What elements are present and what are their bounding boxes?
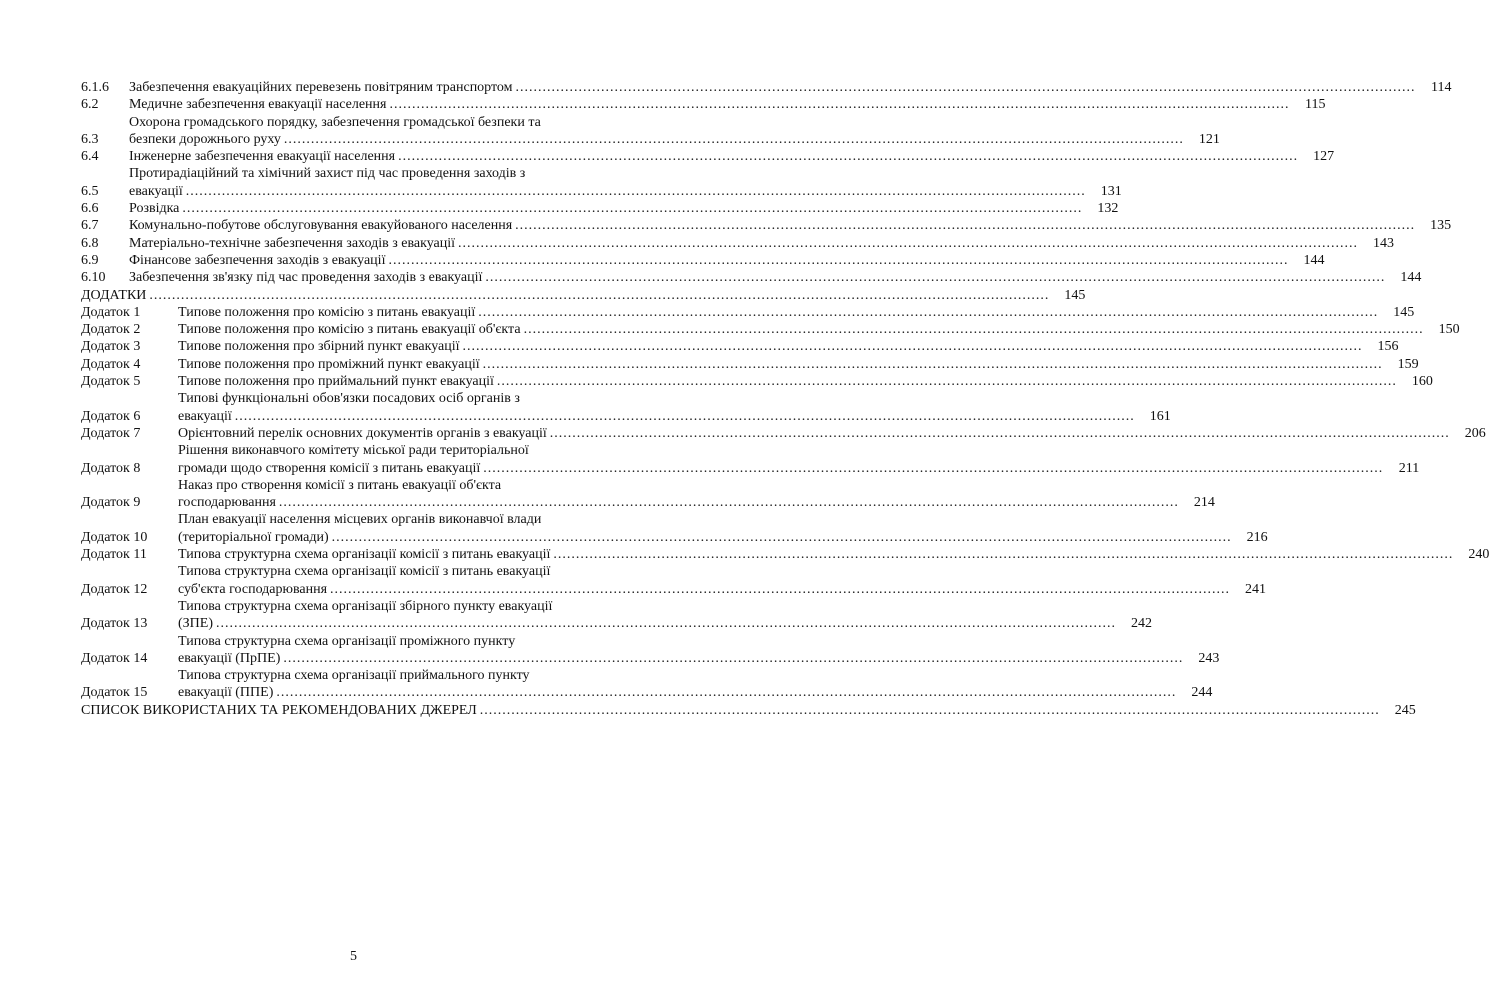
toc-entry-number: Додаток 6 (81, 408, 141, 424)
toc-entry[interactable] (81, 563, 1267, 598)
toc-entry[interactable] (81, 633, 1220, 668)
dot-leader: ........................................................................................................................................................................................................ (483, 460, 1384, 476)
dot-leader: ........................................................................................................................................................................................................ (515, 218, 1416, 234)
toc-entry[interactable] (81, 546, 1489, 563)
dot-leader: ........................................................................................................................................................................................................ (553, 547, 1454, 563)
toc-entry-title-line: евакуації (ППЕ) (178, 685, 274, 701)
toc-entry-title-line: Типове положення про збірний пункт евакуації (178, 339, 460, 355)
toc-entry-title (129, 235, 1358, 252)
toc-entry-number: 6.2 (81, 97, 99, 113)
toc-entry-title-line: Комунально-побутове обслуговування евакуйованого населення (129, 218, 513, 234)
toc-entry-title (81, 287, 1049, 304)
dot-leader: ........................................................................................................................................................................................................ (278, 495, 1179, 511)
toc-entry-title-line: Забезпечення зв'язку під час проведення заходів з евакуації (129, 270, 483, 286)
dot-leader: ........................................................................................................................................................................................................ (330, 581, 1231, 597)
toc-entry-title-line: Матеріально-технічне забезпечення заходів з евакуації (129, 235, 456, 251)
toc-entry-page: 159 (1397, 356, 1419, 372)
toc-entry-title (178, 633, 1183, 668)
toc-entry-page: 143 (1373, 235, 1395, 251)
toc-entry-number: Додаток 9 (81, 495, 141, 511)
dot-leader: ........................................................................................................................................................................................................ (185, 183, 1086, 199)
dot-leader: ........................................................................................................................................................................................................ (482, 356, 1383, 372)
toc-entry-number: 6.4 (81, 149, 99, 165)
toc-entry-page: 206 (1464, 425, 1486, 441)
dot-leader: ........................................................................................................................................................................................................ (458, 235, 1359, 251)
toc-entry[interactable] (81, 217, 1452, 234)
toc-entry-page: 242 (1131, 616, 1152, 632)
toc-entry-page: 115 (1305, 97, 1326, 113)
toc-entry-number: Додаток 2 (81, 322, 141, 338)
toc-entry-title-line: Орієнтовний перелік основних документів органів з евакуації (178, 425, 547, 441)
toc-entry-title (178, 511, 1232, 546)
toc-entry-title (129, 200, 1082, 217)
toc-entry-title (129, 79, 1416, 96)
dot-leader: ........................................................................................................................................................................................................ (234, 408, 1135, 424)
toc-entry-number: Додаток 4 (81, 356, 141, 372)
toc-entry-title-line: План евакуації населення місцевих органів виконавчої влади (178, 512, 542, 528)
toc-entry[interactable] (81, 200, 1119, 217)
toc-entry-page: 243 (1198, 650, 1220, 666)
dot-leader: ........................................................................................................................................................................................................ (549, 425, 1450, 441)
toc-entry-title-line: Рішення виконавчого комітету міської ради територіальної (178, 443, 529, 459)
table-of-contents (81, 79, 1489, 719)
toc-entry-page: 145 (1064, 287, 1086, 303)
dot-leader: ........................................................................................................................................................................................................ (283, 131, 1184, 147)
toc-entry-title (129, 269, 1385, 286)
toc-entry-page: 127 (1313, 149, 1335, 165)
toc-entry-number: Додаток 5 (81, 374, 141, 390)
toc-entry-page: 241 (1245, 581, 1267, 597)
toc-entry-page: 214 (1193, 495, 1215, 511)
toc-entry-page: 211 (1398, 460, 1420, 476)
toc-entry-title-line: Розвідка (129, 201, 180, 217)
toc-entry-title-line: Типове положення про комісію з питань евакуації об'єкта (178, 322, 521, 338)
toc-entry-page: 150 (1438, 322, 1460, 338)
toc-entry-title (178, 321, 1424, 338)
dot-leader: ........................................................................................................................................................................................................ (523, 322, 1424, 338)
dot-leader: ........................................................................................................................................................................................................ (283, 650, 1184, 666)
toc-entry-title (178, 667, 1176, 702)
toc-entry-number: Додаток 1 (81, 304, 141, 320)
dot-leader: ........................................................................................................................................................................................................ (149, 287, 1050, 303)
toc-entry-number: Додаток 8 (81, 460, 141, 476)
toc-entry-number: 6.8 (81, 235, 99, 251)
toc-entry[interactable] (81, 356, 1419, 373)
toc-entry[interactable] (81, 702, 1416, 719)
toc-entry-title (178, 373, 1397, 390)
toc-entry[interactable] (81, 598, 1152, 633)
toc-entry[interactable] (81, 425, 1486, 442)
toc-entry-title-line: Типова структурна схема організації комісії з питань евакуації (178, 547, 551, 563)
toc-entry-page: 114 (1431, 80, 1452, 95)
toc-entry-title (178, 338, 1363, 355)
toc-entry-title (178, 304, 1378, 321)
toc-entry-title (129, 217, 1415, 234)
toc-entry-page: 160 (1411, 374, 1433, 390)
toc-entry-title-line: Протирадіаційний та хімічний захист під час проведення заходів з (129, 166, 526, 182)
dot-leader: ........................................................................................................................................................................................................ (485, 270, 1386, 286)
dot-leader: ........................................................................................................................................................................................................ (276, 685, 1177, 701)
toc-entry-title-line: евакуації (178, 408, 232, 424)
page-number: 5 (350, 949, 357, 964)
toc-entry-title-line: Типові функціональні обов'язки посадових осіб органів з (178, 391, 520, 407)
toc-entry-title-line: Інженерне забезпечення евакуації населення (129, 149, 396, 165)
toc-entry-title (178, 598, 1116, 633)
toc-entry-title-line: Наказ про створення комісії з питань евакуації об'єкта (178, 477, 502, 493)
toc-entry[interactable] (81, 79, 1452, 96)
toc-entry-title-line: суб'єкта господарювання (178, 581, 328, 597)
toc-entry-number: 6.7 (81, 218, 99, 234)
toc-entry-page: 216 (1246, 529, 1268, 545)
toc-entry-title-line: Забезпечення евакуаційних перевезень повітряним транспортом (129, 80, 513, 95)
toc-entry[interactable] (81, 667, 1213, 702)
toc-entry-title (129, 148, 1298, 165)
toc-entry[interactable] (81, 235, 1395, 252)
toc-entry-title-line: Типове положення про комісію з питань евакуації (178, 304, 476, 320)
toc-entry[interactable] (81, 114, 1220, 149)
toc-entry-title (178, 546, 1453, 563)
toc-entry-number: Додаток 14 (81, 650, 148, 666)
toc-entry-title (178, 356, 1383, 373)
toc-entry[interactable] (81, 304, 1415, 321)
toc-entry[interactable] (81, 373, 1433, 390)
toc-entry-number: Додаток 12 (81, 581, 148, 597)
toc-entry-title-line: Типова структурна схема організації комісії з питань евакуації (178, 564, 551, 580)
toc-entry[interactable] (81, 442, 1420, 477)
dot-leader: ........................................................................................................................................................................................................ (182, 201, 1083, 217)
toc-entry-page: 131 (1100, 183, 1122, 199)
toc-entry-number: 6.10 (81, 270, 106, 286)
toc-entry-page: 144 (1303, 252, 1325, 268)
toc-entry-title-line: господарювання (178, 495, 276, 511)
toc-entry-title (129, 165, 1086, 200)
toc-entry-number: Додаток 13 (81, 616, 148, 632)
toc-entry-title-line: Типова структурна схема організації проміжного пункту (178, 633, 516, 649)
toc-entry-title-line: безпеки дорожнього руху (129, 131, 281, 147)
toc-entry-page: 135 (1430, 218, 1452, 234)
toc-entry-title-line: Типова структурна схема організації збірного пункту евакуації (178, 598, 553, 614)
toc-entry-title-line: (територіальної громади) (178, 529, 329, 545)
dot-leader: ........................................................................................................................................................................................................ (331, 529, 1232, 545)
toc-entry-page: 240 (1468, 547, 1489, 563)
dot-leader: ........................................................................................................................................................................................................ (389, 97, 1290, 113)
toc-entry-number: Додаток 3 (81, 339, 141, 355)
toc-entry[interactable] (81, 165, 1122, 200)
toc-entry[interactable] (81, 390, 1171, 425)
toc-entry-title-line: громади щодо створення комісії з питань евакуації (178, 460, 481, 476)
toc-entry-title-line: Типова структурна схема організації приймального пункту (178, 668, 530, 684)
toc-entry-number: 6.5 (81, 183, 99, 199)
toc-entry-title (178, 563, 1230, 598)
dot-leader: ........................................................................................................................................................................................................ (515, 80, 1416, 95)
dot-leader: ........................................................................................................................................................................................................ (478, 304, 1379, 320)
toc-entry-title-line: Типове положення про проміжний пункт евакуації (178, 356, 480, 372)
toc-entry-number: Додаток 11 (81, 547, 147, 563)
toc-entry-title-line: Типове положення про приймальний пункт евакуації (178, 374, 494, 390)
toc-entry-number: 6.1.6 (81, 80, 109, 95)
toc-entry-page: 132 (1097, 201, 1119, 217)
toc-entry[interactable] (81, 269, 1422, 286)
dot-leader: ........................................................................................................................................................................................................ (216, 616, 1116, 632)
toc-entry-title (129, 114, 1184, 149)
toc-entry-title (81, 702, 1380, 719)
toc-entry-number: 6.6 (81, 201, 99, 217)
toc-entry-number: 6.3 (81, 131, 99, 147)
toc-entry-page: 156 (1377, 339, 1399, 355)
toc-entry-page: 121 (1198, 131, 1220, 147)
toc-entry[interactable] (81, 338, 1399, 355)
toc-entry-title-line: (ЗПЕ) (178, 616, 213, 632)
toc-entry-title-line: евакуації (129, 183, 183, 199)
toc-entry-page: 161 (1149, 408, 1171, 424)
toc-entry-number: 6.9 (81, 252, 99, 268)
toc-entry[interactable] (81, 252, 1325, 269)
toc-entry-title-line: Медичне забезпечення евакуації населення (129, 97, 387, 113)
toc-entry-title (178, 477, 1179, 512)
toc-entry-number: Додаток 7 (81, 425, 141, 441)
dot-leader: ........................................................................................................................................................................................................ (496, 374, 1397, 390)
toc-entry-title-line: евакуації (ПрПЕ) (178, 650, 281, 666)
toc-entry-title-line: Охорона громадського порядку, забезпечення громадської безпеки та (129, 114, 541, 130)
toc-entry-number: Додаток 10 (81, 529, 148, 545)
toc-entry[interactable] (81, 321, 1460, 338)
toc-entry[interactable] (81, 511, 1268, 546)
dot-leader: ........................................................................................................................................................................................................ (462, 339, 1363, 355)
toc-entry[interactable] (81, 96, 1326, 113)
toc-entry[interactable] (81, 148, 1335, 165)
dot-leader: ........................................................................................................................................................................................................ (479, 702, 1380, 718)
toc-entry-page: 144 (1400, 270, 1422, 286)
toc-entry[interactable] (81, 287, 1086, 304)
dot-leader: ........................................................................................................................................................................................................ (388, 252, 1289, 268)
toc-entry[interactable] (81, 477, 1215, 512)
dot-leader: ........................................................................................................................................................................................................ (398, 149, 1299, 165)
toc-entry-page: 245 (1394, 702, 1416, 718)
toc-entry-title-line: СПИСОК ВИКОРИСТАНИХ ТА РЕКОМЕНДОВАНИХ ДЖЕРЕЛ (81, 702, 477, 718)
toc-entry-page: 145 (1393, 304, 1415, 320)
toc-entry-page: 244 (1191, 685, 1213, 701)
toc-entry-title-line: ДОДАТКИ (81, 287, 147, 303)
toc-entry-title (178, 442, 1383, 477)
toc-entry-title (178, 390, 1135, 425)
toc-entry-title (178, 425, 1450, 442)
toc-entry-title (129, 96, 1289, 113)
toc-entry-title-line: Фінансове забезпечення заходів з евакуації (129, 252, 386, 268)
toc-entry-title (129, 252, 1288, 269)
toc-entry-number: Додаток 15 (81, 685, 148, 701)
